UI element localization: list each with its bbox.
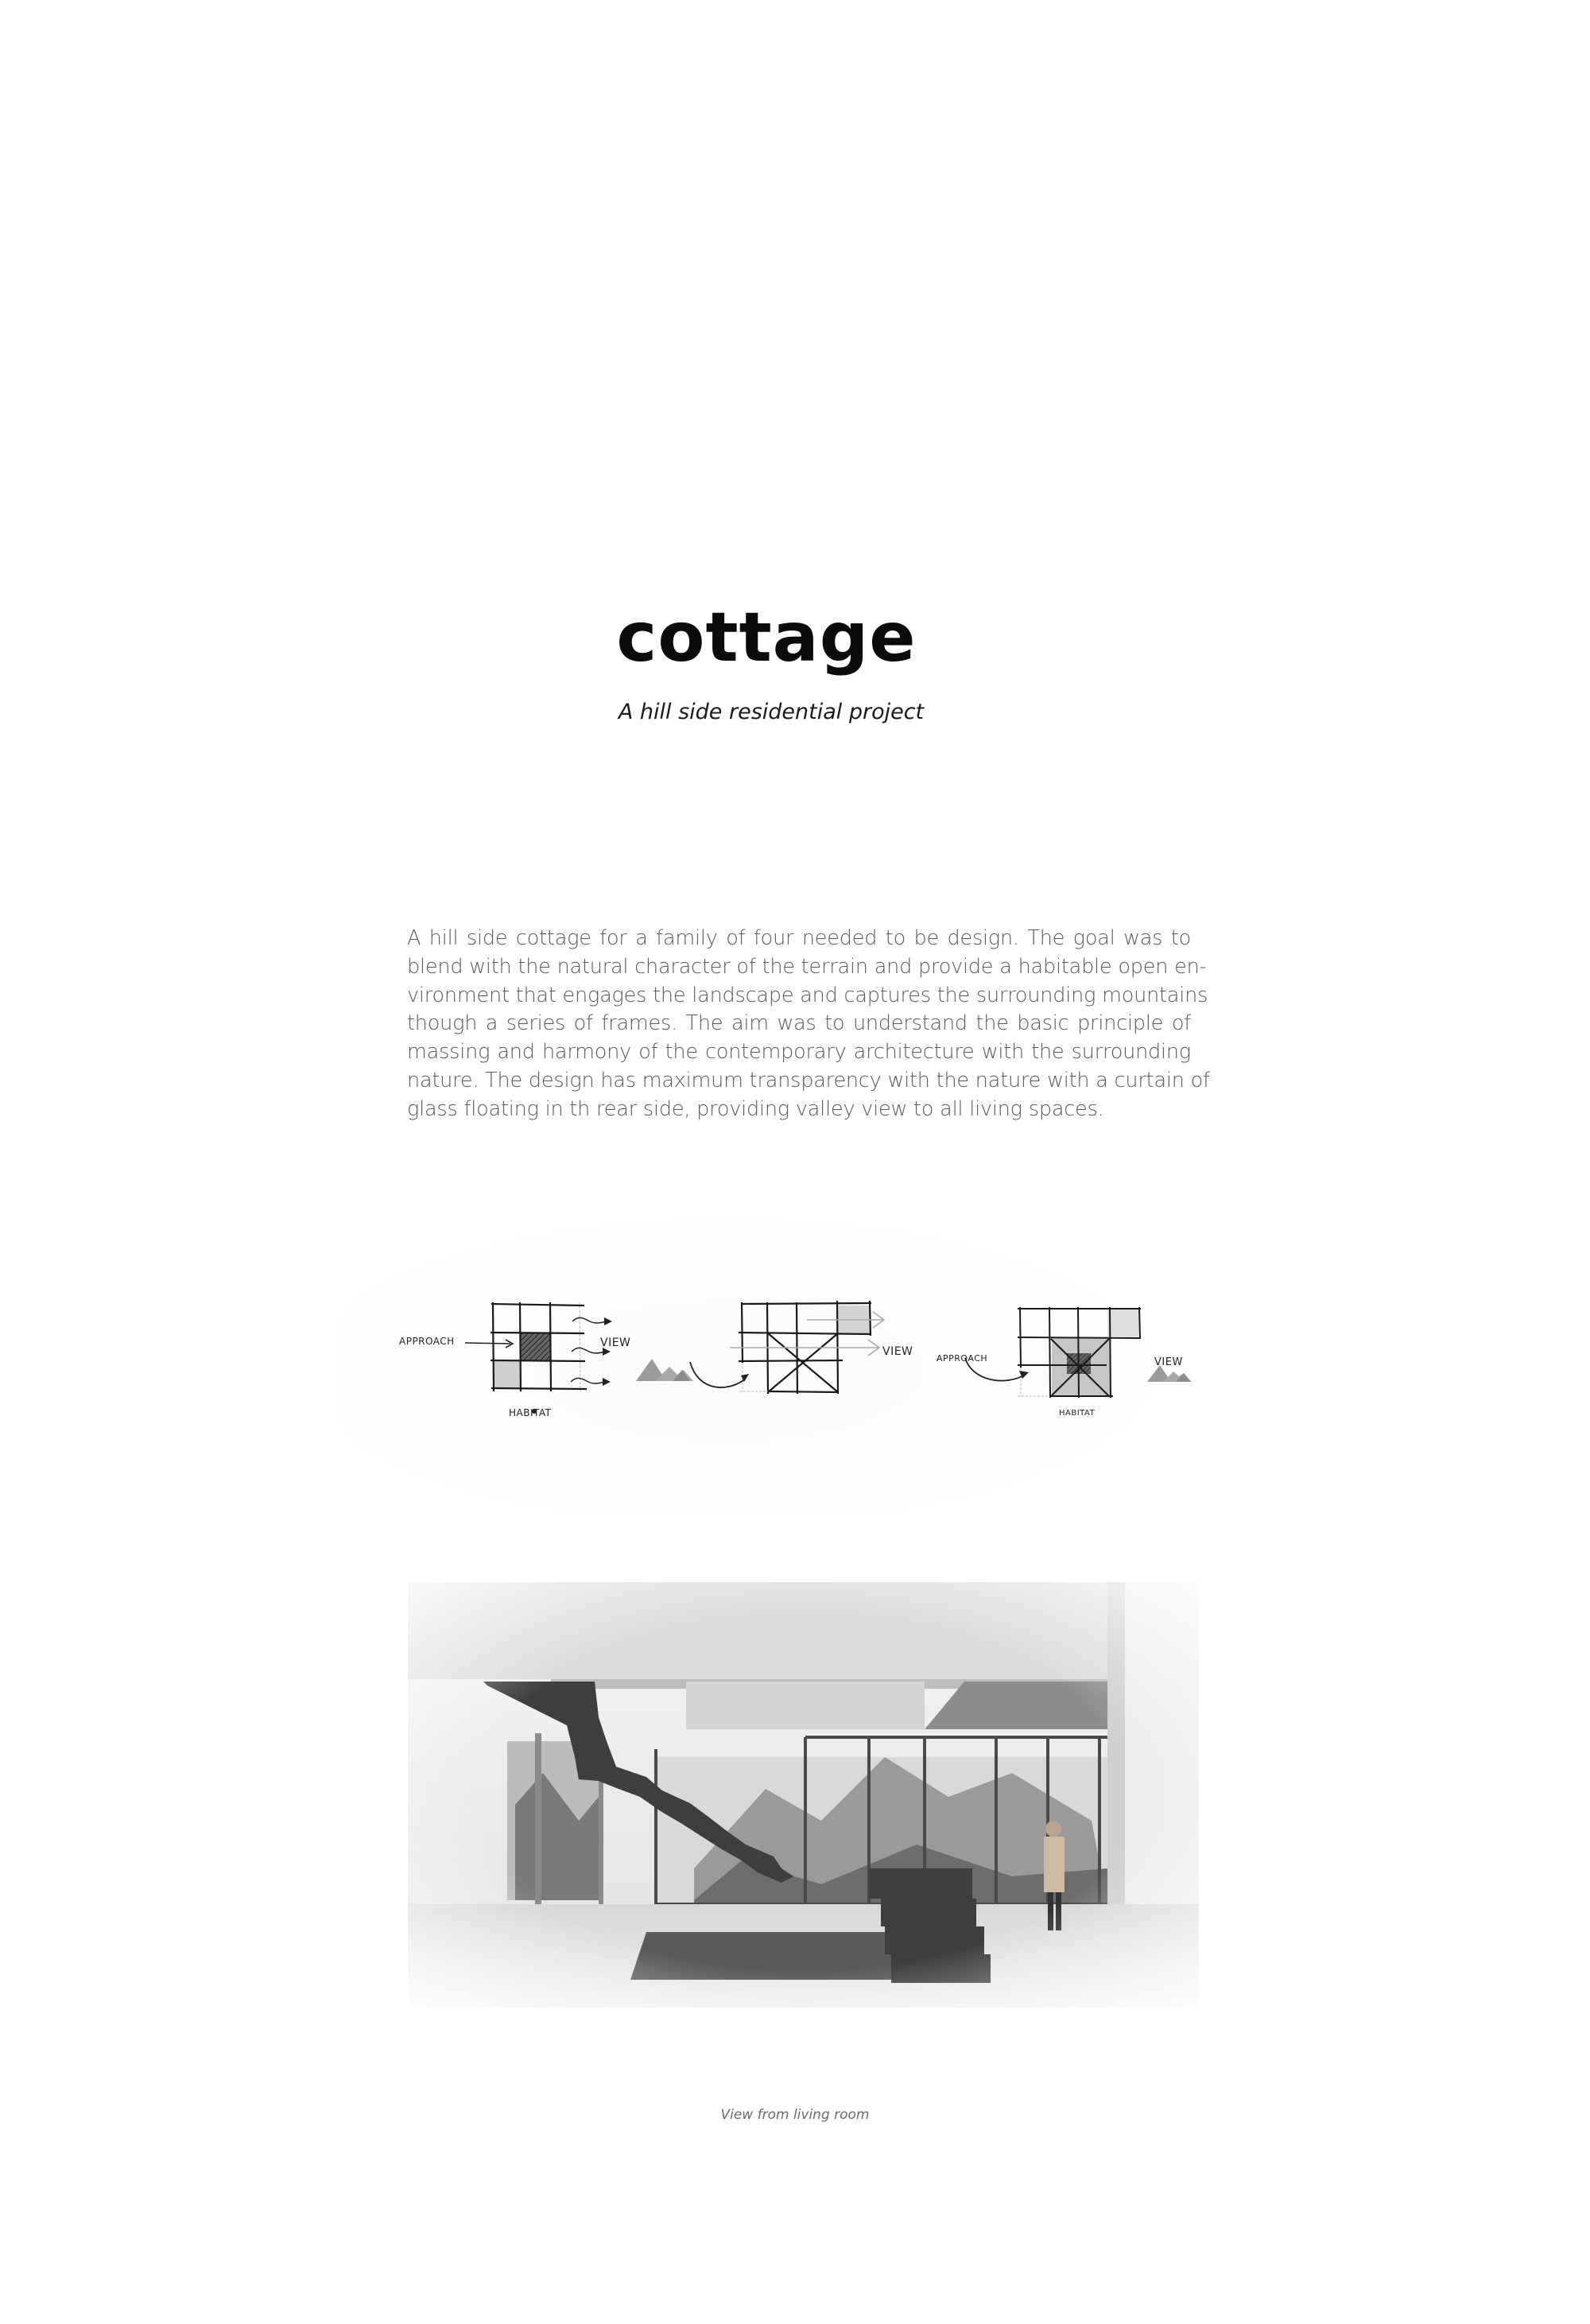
description-line: blend with the natural character of the terrain and provide a habitable open en-	[407, 954, 1207, 979]
approach-label: APPROACH	[399, 1336, 455, 1347]
description-line: vironment that engages the landscape and captures the surrounding mountains	[407, 983, 1208, 1007]
living-room-render	[408, 1582, 1199, 2008]
habitat-label: HABITAT	[1059, 1409, 1096, 1418]
view-label: VIEW	[1154, 1356, 1183, 1368]
project-description	[407, 925, 1210, 1124]
page-subtitle-text: A hill side residential project	[618, 700, 925, 724]
page-title-text: cottage	[616, 598, 917, 677]
description-line: A hill side cottage for a family of four needed to be design. The goal was to	[407, 926, 1191, 950]
mountain-icon	[1147, 1365, 1192, 1383]
page-subtitle	[0, 700, 1590, 724]
description-line: though a series of frames. The aim was to understand the basic principle of	[407, 1011, 1191, 1036]
view-label: VIEW	[600, 1337, 631, 1349]
concept-diagram-2	[684, 1280, 938, 1439]
grid-icon	[684, 1280, 938, 1439]
description-line: nature. The design has maximum transparency with the nature with a curtain of	[407, 1068, 1210, 1092]
living-room-render-image	[408, 1582, 1199, 2008]
view-label: VIEW	[882, 1345, 913, 1358]
concept-diagram-3	[930, 1280, 1200, 1439]
page-title	[0, 598, 1590, 677]
approach-label: APPROACH	[937, 1353, 988, 1364]
description-line: massing and harmony of the contemporary architecture with the surrounding	[407, 1040, 1191, 1065]
render-caption: View from living room	[720, 2107, 870, 2123]
habitat-label: HABITAT	[509, 1407, 552, 1418]
description-line: glass floating in th rear side, providing valley view to all living spaces.	[407, 1096, 1104, 1121]
